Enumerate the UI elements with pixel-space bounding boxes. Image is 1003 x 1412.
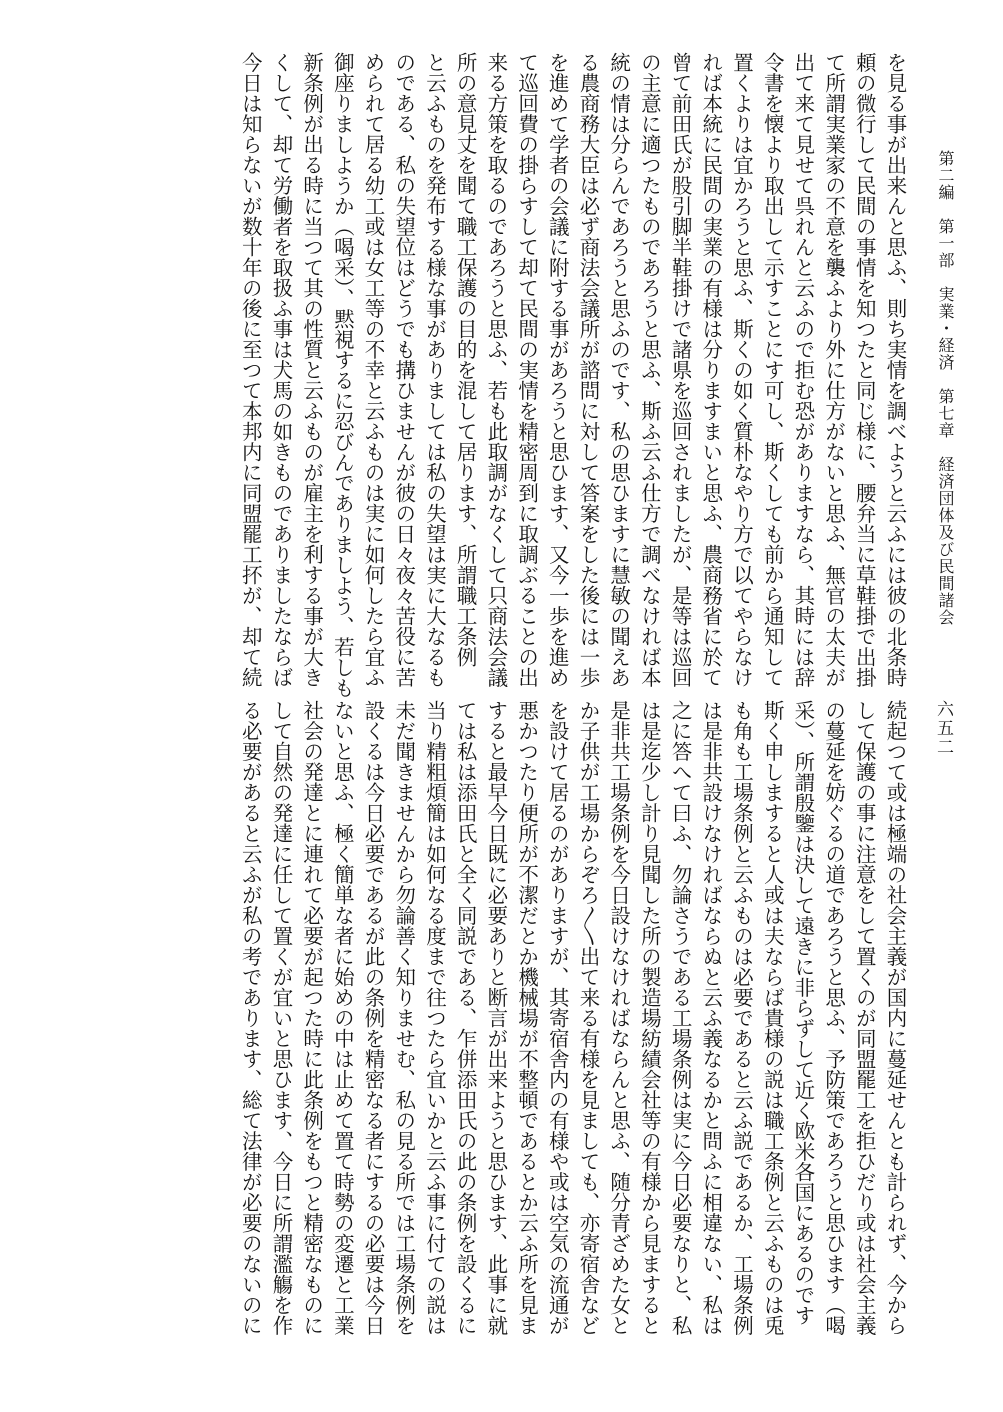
- text-column: 頼の微行して民間の事情を知つたと同じ様に、腰弁当に草鞋掛で出掛: [852, 52, 877, 688]
- text-column: ないと思ふ、極く簡単な者に始めの中は止めて置て時勢の変遷と工業: [330, 700, 355, 1336]
- text-column: して保護の事に注意をして置くのが同盟罷工を拒ひだり或は社会主義: [852, 700, 877, 1336]
- text-column: 所の意見丈を聞て職工保護の目的を混して居ります、所謂職工条例: [453, 52, 478, 667]
- text-column: 是非共工場条例を今日設けなければならんと思ふ、随分青ざめた女と: [606, 700, 631, 1336]
- text-column: を設けて居るのがありますが、其寄宿舎内の有様や或は空気の流通が: [545, 700, 570, 1336]
- text-column: は是非共設けなければならぬと云ふ義なるかと問ふに相違ない、私は: [698, 700, 723, 1336]
- running-head: 第二編 第一部 実業・経済 第七章 経済団体及び民間諸会: [936, 150, 955, 626]
- text-column: 令書を懐より取出して示すことにす可し、斯くしても前から通知して: [760, 52, 785, 688]
- upper-text-block: [90, 52, 910, 698]
- text-column: 設くるは今日必要であるが此の条例を精密なる者にするの必要は今日: [361, 700, 386, 1336]
- text-column: 之に答へて曰ふ、勿論さうである工場条例は実に今日必要なりと、私: [668, 700, 693, 1336]
- text-column: る農商務大臣は必ず商法会議所が諮問に対して答案をした後には一歩: [575, 52, 600, 688]
- lower-text-block: [90, 700, 910, 1336]
- text-column: して自然の発達に任して置くが宜いと思ひます、今日に所謂濫觴を作: [268, 700, 293, 1336]
- text-column: を進めて学者の会議に附する事があろうと思ひます、又今一歩を進め: [545, 52, 570, 688]
- text-column: の蔓延を妨ぐるの道であろうと思ふ、予防策であろうと思ひます（喝: [821, 700, 846, 1336]
- text-column: も角も工場条例と云ふものは必要であると云ふ説であるか、工場条例: [729, 700, 754, 1336]
- text-column: と云ふものを発布する様な事がありましては私の失望は実に大なるも: [422, 52, 447, 688]
- text-column: て所謂実業家の不意を襲ふより外に仕方がないと思ふ、無官の太夫が: [821, 52, 846, 688]
- text-column: すると最早今日既に必要ありと断言が出来ようと思ひます、此事に就: [483, 700, 508, 1336]
- text-column: か子供が工場からぞろ〳〵出て来る有様を見ましても、亦寄宿舎など: [575, 700, 600, 1336]
- page-number: 六五二: [933, 700, 953, 757]
- text-column: 来る方策を取るのであろうと思ふ、若も此取調がなくして只商法会議: [483, 52, 508, 688]
- text-column: 出て来て見せて呉れんと云ふので拒む恐がありますなら、其時には辞: [790, 52, 815, 688]
- text-column: 新条例が出る時に当つて其の性質と云ふものが雇主を利する事が大き: [299, 52, 324, 688]
- text-column: 社会の発達とに連れて必要が起つた時に此条例をもつと精密なものに: [299, 700, 324, 1336]
- text-column: の主意に適つたものであろうと思ふ、斯ふ云ふ仕方で調べなければ本: [637, 52, 662, 688]
- text-column: められて居る幼工或は女工等の不幸と云ふものは実に如何したら宜ふ: [361, 52, 386, 688]
- text-column: 曾て前田氏が股引脚半鞋掛けで諸県を巡回されましたが、是等は巡回: [668, 52, 693, 688]
- text-column: 統の情は分らんであろうと思ふのです、私の思ひますに慧敏の聞えあ: [606, 52, 631, 688]
- text-column: 当り精粗煩簡は如何なる度まで往つたら宜いかと云ふ事に付ての説は: [422, 700, 447, 1336]
- text-column: のである、私の失望位はどうでも搆ひませんが彼の日々夜々苦役に苦: [391, 52, 416, 688]
- text-column: る必要があると云ふが私の考であります、総て法律が必要のないのに: [238, 700, 263, 1336]
- text-column: くして、却て労働者を取扱ふ事は犬馬の如きものでありましたならば: [268, 52, 293, 688]
- text-column: 采）、所謂殷鑒は決して遠きに非らずして近く欧米各国にあるのです: [790, 700, 815, 1326]
- text-column: 今日は知らないが数十年の後に至つて本邦内に同盟罷工抔が、却て続: [238, 52, 263, 688]
- text-column: 続起つて或は極端の社会主義が国内に蔓延せんとも計られず、今から: [883, 700, 907, 1336]
- text-column: を見る事が出来んと思ふ、則ち実情を調べようと云ふには彼の北条時: [883, 52, 907, 688]
- text-column: 斯く申しますると人或は夫ならば貴様の説は職工条例と云ふものは兎: [760, 700, 785, 1336]
- text-column: 置くよりは宜かろうと思ふ、斯くの如く質朴なやり方で以てやらなけ: [729, 52, 754, 688]
- text-column: て巡回費の掛らすして却て民間の実情を精密周到に取調ぶることの出: [514, 52, 539, 688]
- text-column: 未だ聞きませんから勿論善く知りませむ、私の見る所では工場条例を: [391, 700, 416, 1336]
- text-column: ては私は添田氏と全く同説である、乍併添田氏の此の条例を設くるに: [453, 700, 478, 1336]
- text-column: れば本統に民間の実業の有様は分りますまいと思ふ、農商務省に於て: [698, 52, 723, 688]
- text-column: は是迄少し計り見聞した所の製造場紡績会社等の有様から見ますると: [637, 700, 662, 1336]
- text-column: 御座りましようか（喝采）、黙視するに忍びんでありましよう、若しも: [330, 52, 355, 698]
- text-column: 悪かつたり便所が不潔だとか機械場が不整頓であるとか云ふ所を見ま: [514, 700, 539, 1336]
